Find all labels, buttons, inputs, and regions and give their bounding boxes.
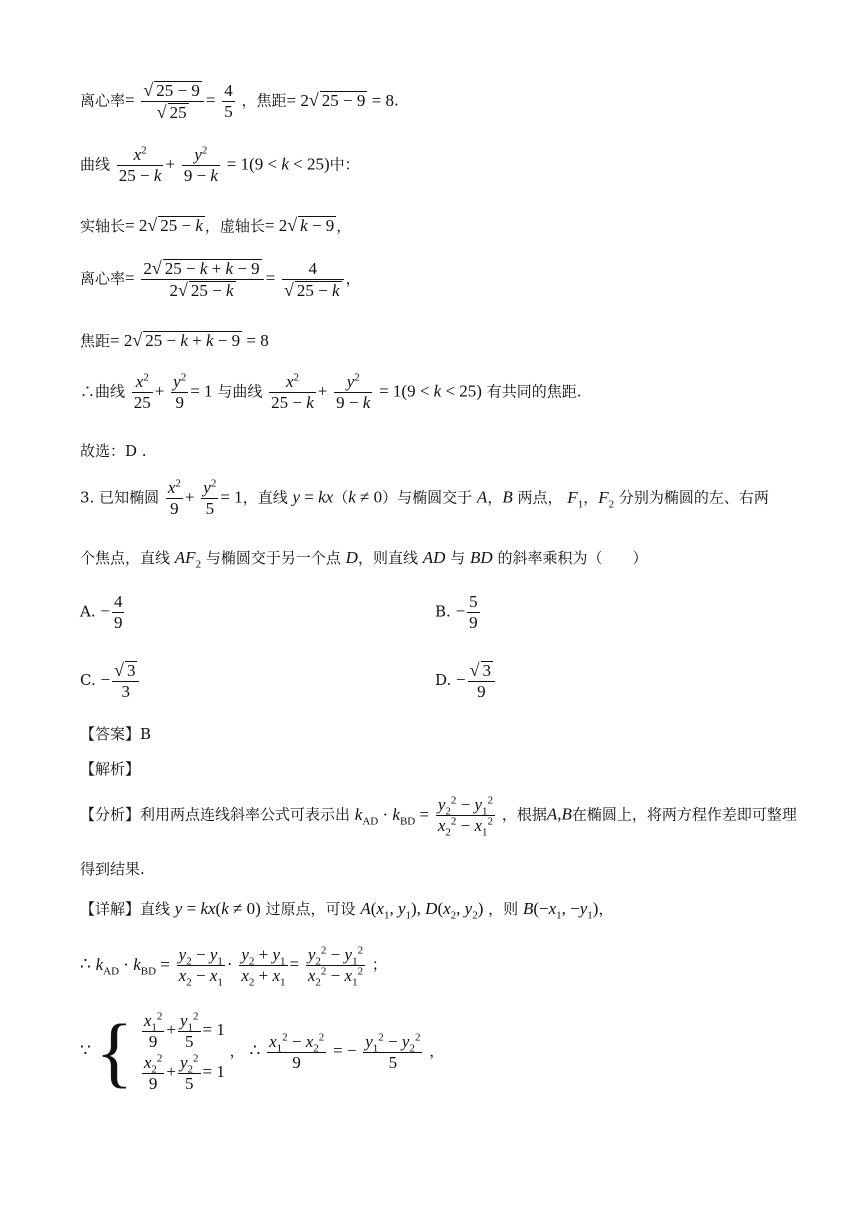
question-number: 3. 已知椭圆 (80, 488, 160, 507)
fraction: $\frac{√ 25 - 9}{√ 25}$ (141, 80, 203, 123)
label: 与椭圆交于另一个点 (205, 549, 341, 567)
line-bd: BD (469, 548, 493, 567)
fraction: $\frac{y^2}{5}$ (203, 477, 217, 518)
detail-line: 【详解】直线 y = kx(k ≠ 0) 过原点，可设 $A(x_1$, $y_1$), $D(x_2$, $y_2$) ，则 $B(-x_1$, $-y_1$)， (80, 899, 614, 922)
label: ）与椭圆交于 (382, 488, 473, 507)
analysis-heading: 【解析】 (80, 760, 141, 778)
label: ，根据 (501, 805, 547, 824)
fraction: $\frac{y^2}{9}$ (173, 371, 187, 412)
label: 离心率 (80, 91, 126, 110)
label: ，则直线 (357, 549, 418, 567)
focal-distance-line: 焦距= 2√ 25 − k + k − 9 = 8 (80, 330, 269, 350)
fraction: $\frac{y_2^2 - y_1^2}{x_2^2 - x_1^2}$ (307, 944, 364, 989)
comma: ， (336, 217, 352, 235)
answer-line: 【答案】B (80, 725, 152, 743)
brace: { (95, 1008, 134, 1095)
semicolon: ； (371, 955, 387, 974)
curve-line: 曲线 $\frac{x^2}{25 - k}$ + $\frac{y^2}{9 - k}$ = 1(9 < k < 25)中： (80, 144, 360, 185)
fraction: $\frac{4}{√ 25 - k}$ (282, 259, 344, 301)
sep: ， (583, 488, 599, 507)
label: 与曲线 (217, 382, 263, 401)
label: ∴曲线 (80, 382, 126, 401)
label: （ (333, 488, 349, 507)
analysis-line-2: 得到结果. (80, 860, 145, 878)
fraction: $\frac{y^2}{9 - k}$ (183, 144, 218, 185)
fraction: $\frac{x^2}{25 - k}$ (271, 371, 314, 412)
label: ，直线 (242, 488, 288, 507)
sign: − (100, 601, 110, 621)
fraction: $\frac{5}{9}$ (469, 592, 478, 632)
line-ad: AD (422, 548, 446, 567)
system-line: ∵ { $\frac{x_1^2}{9}$ + $\frac{y_1^2}{5}$ = 1 $\frac{x_2^2}{9}$ + $\frac{y_2^2}{5}$ = 1 ， ∴ $\frac{x_1^2 - x_2^2}{9}$ = − $\frac{y_1^2 - y_2^2}{5}$ ， (80, 1008, 445, 1095)
point-b: B (502, 487, 513, 507)
points-ab: A,B (546, 804, 572, 824)
fraction: $\frac{2√ 25 - k + k - 9}{2√ 25 - k}$ (141, 258, 263, 301)
fraction: $\frac{x^2}{25}$ (133, 371, 151, 412)
fraction: $\frac{4}{5}$ (224, 81, 233, 121)
conclusion-line: ∴曲线 $\frac{x^2}{25}$ + $\frac{y^2}{9}$ = 1 与曲线 $\frac{x^2}{25 - k}$ + $\frac{y^2}{9 - k}$ = 1(9 < k < 25) 有共同的焦距. (80, 371, 582, 412)
option-label: A. (80, 602, 96, 621)
question-3-line-1: 3. 已知椭圆 $\frac{x^2}{9}$ + $\frac{y^2}{5}$ = 1，直线 y = kx（k ≠ 0）与椭圆交于 A，B 两点， $F_1$，$F_2$ 分别为椭圆的左、右两 (80, 477, 769, 518)
option-a[interactable] (80, 592, 126, 633)
label: 离心率 (80, 269, 126, 288)
label: 的斜率乘积为（ ） (497, 549, 648, 567)
label: 焦距 (80, 332, 111, 350)
analysis-line: 【分析】利用两点连线斜率公式可表示出 $k_{AD} \cdot k_{BD}$ = $\frac{y_2^2 - y_1^2}{x_2^2 - x_1^2}$ ，根据A,B在椭圆上，将两方程作差即可整理 (80, 794, 797, 839)
point-d: D (345, 548, 358, 567)
fraction: $\frac{x^2}{9}$ (167, 477, 181, 518)
label: 【分析】利用两点连线斜率公式可表示出 (80, 805, 351, 824)
comma: ， (598, 900, 614, 918)
fraction: $\frac{y_2 - y_1}{x_2 - x_1}$ (178, 945, 223, 989)
fraction: $\frac{y_2 + y_1}{x_2 + x_1}$ (241, 945, 286, 989)
sign: − (100, 670, 111, 689)
fraction: $\frac{4}{9}$ (113, 592, 123, 632)
fraction: $\frac{√ 3}{9}$ (468, 660, 495, 702)
option-label: D. (435, 671, 452, 689)
label: 两点， (517, 488, 563, 507)
option-label: B. (435, 602, 451, 621)
choice-line: 故选：D . (80, 442, 147, 460)
label: 个焦点，直线 (80, 549, 171, 567)
option-c[interactable] (80, 660, 141, 702)
label: 与 (450, 549, 466, 567)
fraction: $\frac{√ 3}{3}$ (112, 660, 139, 702)
option-d[interactable] (435, 660, 497, 702)
comma: ， (345, 269, 361, 288)
fraction: $\frac{x_1^2 - x_2^2}{9}$ (269, 1030, 325, 1072)
fraction: $\frac{y_2^2 - y_1^2}{x_2^2 - x_1^2}$ (437, 794, 494, 839)
fraction: $\frac{x^2}{25 - k}$ (118, 144, 162, 185)
period: . (393, 91, 399, 110)
label: ，则 (488, 900, 519, 918)
point-a: A (476, 487, 488, 507)
sep: ， (487, 488, 503, 507)
label: 【详解】直线 (80, 900, 171, 918)
comma: ， (429, 1042, 445, 1060)
equation-system: $\frac{x_1^2}{9}$ + $\frac{y_1^2}{5}$ = 1 $\frac{x_2^2}{9}$ + $\frac{y_2^2}{5}$ = 1 (143, 1009, 225, 1093)
because-symbol: ∵ (80, 1041, 91, 1060)
slope-product-line: ∴ $k_{AD} \cdot k_{BD}$ = $\frac{y_2 - y_1}{x_2 - x_1}$ · $\frac{y_2 + y_1}{x_2 + x_1}$ = $\frac{y_2^2 - y_1^2}{x_2^2 - x_1^2}$ ； (80, 944, 387, 989)
label: 过原点，可设 (265, 900, 356, 918)
axis-length-line: 实轴长= 2√ 25 − k ，虚轴长= 2√ k − 9 ， (80, 215, 352, 235)
option-b[interactable] (435, 592, 482, 633)
eccentricity-line-2: 离心率= $\frac{2√ 25 - k + k - 9}{2√ 25 - k}$ = $\frac{4}{√ 25 - k}$ ， (80, 258, 361, 300)
label: ，虚轴长 (204, 217, 265, 235)
label: ，焦距 (241, 91, 287, 110)
sign: − (455, 601, 466, 621)
question-3-line-2: 个焦点，直线 $AF_2$ 与椭圆交于另一个点 D，则直线 AD 与 BD 的斜率乘积为（ ） (80, 548, 648, 571)
label: 有共同的焦距. (486, 382, 582, 401)
label: 实轴长 (80, 217, 126, 235)
eccentricity-line-1: 离心率= $\frac{√ 25 - 9}{√ 25}$ = $\frac{4}{5}$ ，焦距= 2√ 25 − 9 = 8. (80, 80, 399, 122)
fraction: $\frac{y^2}{9 - k}$ (336, 371, 371, 412)
therefore-symbol: ∴ (80, 954, 91, 974)
label: 在椭圆上，将两方程作差即可整理 (571, 805, 797, 824)
label: 中： (329, 155, 360, 174)
label: 曲线 (80, 155, 111, 174)
label: 分别为椭圆的左、右两 (618, 488, 769, 507)
sign: − (456, 670, 466, 689)
option-label: C. (80, 671, 96, 689)
fraction: $\frac{y_1^2 - y_2^2}{5}$ (365, 1030, 421, 1072)
focus-f1: F (567, 487, 578, 507)
